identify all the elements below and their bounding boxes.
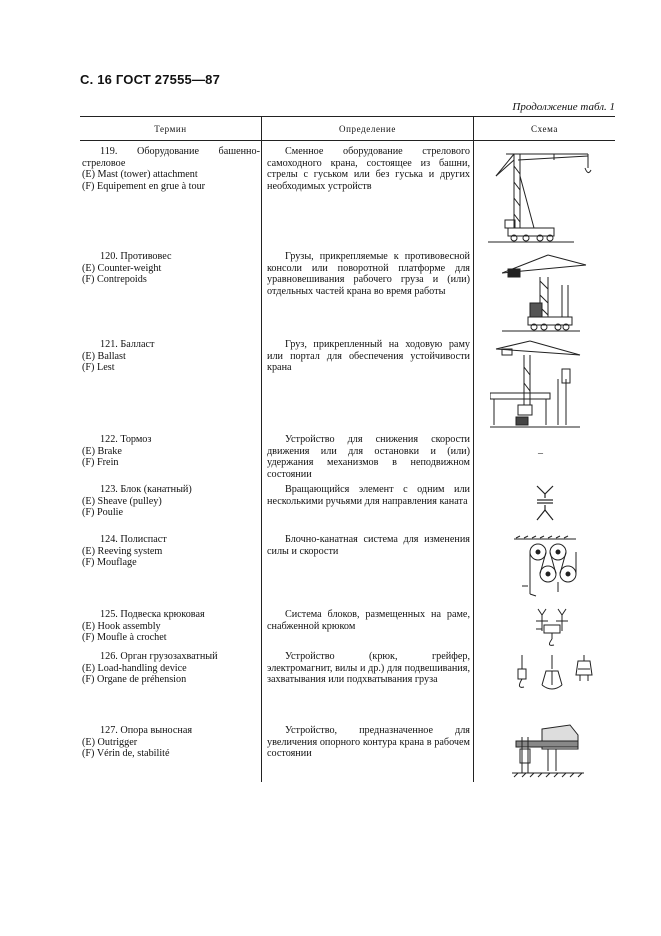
column-divider-2 bbox=[473, 116, 474, 782]
term-en: (E) Hook assembly bbox=[82, 620, 161, 632]
term-fr: (F) Moufle à crochet bbox=[82, 632, 167, 644]
term-ru: 126. Орган грузозахватный bbox=[100, 651, 218, 662]
table-continuation: Продолжение табл. 1 bbox=[512, 101, 615, 113]
scheme-ballast bbox=[490, 339, 590, 431]
definition-cell: Устройство, предназначенное для увеличения опорного контура крана в рабочем состоянии bbox=[267, 725, 470, 760]
term-cell bbox=[82, 484, 260, 519]
term-en: (E) Mast (tower) attachment bbox=[82, 169, 198, 181]
scheme-reeving bbox=[514, 534, 584, 604]
term-cell bbox=[82, 534, 260, 569]
term-cell bbox=[82, 609, 260, 644]
term-fr: (F) Frein bbox=[82, 457, 119, 469]
term-en: (E) Sheave (pulley) bbox=[82, 495, 162, 507]
definition-cell: Устройство для снижения скорости движения или для остановки и (или) удержания механизмов в неподвижном состоянии bbox=[267, 434, 470, 480]
term-en: (E) Load-handling device bbox=[82, 662, 187, 674]
column-header-term: Термин bbox=[154, 124, 187, 134]
term-ru: 127. Опора выносная bbox=[100, 725, 193, 736]
scheme-counterweight bbox=[502, 251, 602, 333]
term-ru: 119. Оборудование башенно-стреловое bbox=[82, 146, 260, 169]
term-cell bbox=[82, 434, 260, 469]
definition-cell: Блочно-канатная система для изменения силы и скорости bbox=[267, 534, 470, 557]
term-en: (E) Counter-weight bbox=[82, 262, 162, 274]
term-fr: (F) Poulie bbox=[82, 507, 124, 519]
term-ru: 120. Противовес bbox=[100, 251, 172, 262]
term-ru: 124. Полиспаст bbox=[100, 534, 167, 545]
term-en: (E) Brake bbox=[82, 445, 122, 457]
term-en: (E) Outrigger bbox=[82, 736, 138, 748]
scheme-dash: – bbox=[538, 448, 543, 459]
column-divider-1 bbox=[261, 116, 262, 782]
scheme-load-handling bbox=[512, 655, 602, 705]
term-cell bbox=[82, 339, 260, 374]
term-fr: (F) Equipement en grue à tour bbox=[82, 180, 206, 192]
definition-cell: Сменное оборудование стрелового самоходного крана, состоящее из башни, стрелы с гуськом или без гуська и других необходимых устройств bbox=[267, 146, 470, 192]
term-ru: 125. Подвеска крюковая bbox=[100, 609, 205, 620]
definition-cell: Груз, прикрепленный на ходовую раму или портал для обеспечения устойчивости крана bbox=[267, 339, 470, 374]
term-ru: 123. Блок (канатный) bbox=[100, 484, 192, 495]
definition-cell: Устройство (крюк, грейфер, электромагнит, вилы и др.) для подвешивания, захватывания или подхватывания груза bbox=[267, 651, 470, 686]
term-fr: (F) Lest bbox=[82, 362, 115, 374]
term-en: (E) Reeving system bbox=[82, 545, 163, 557]
term-cell bbox=[82, 251, 260, 286]
term-fr: (F) Organe de préhension bbox=[82, 674, 187, 686]
term-fr: (F) Contrepoids bbox=[82, 274, 147, 286]
term-cell bbox=[82, 725, 260, 760]
column-header-scheme: Схема bbox=[531, 124, 558, 134]
term-fr: (F) Vérin de, stabilité bbox=[82, 748, 170, 760]
table-top-rule bbox=[80, 116, 615, 117]
scheme-outrigger bbox=[512, 723, 592, 779]
scheme-tower-crane bbox=[488, 146, 608, 246]
term-cell bbox=[82, 146, 260, 192]
table-header-rule bbox=[80, 140, 615, 141]
definition-cell: Грузы, прикрепляемые к противовесной консоли или поворотной платформе для уравновешивания рабочего груза и (или) отдельных частей крана во время работы bbox=[267, 251, 470, 297]
term-cell bbox=[82, 651, 260, 686]
scheme-hook-assembly bbox=[532, 607, 572, 649]
term-fr: (F) Mouflage bbox=[82, 557, 137, 569]
term-ru: 121. Балласт bbox=[100, 339, 155, 350]
definition-cell: Вращающийся элемент с одним или несколькими ручьями для направления каната bbox=[267, 484, 470, 507]
definition-cell: Система блоков, размещенных на раме, снабженной крюком bbox=[267, 609, 470, 632]
term-ru: 122. Тормоз bbox=[100, 434, 152, 445]
term-en: (E) Ballast bbox=[82, 350, 126, 362]
page-header: С. 16 ГОСТ 27555—87 bbox=[80, 72, 221, 87]
scheme-sheave bbox=[534, 484, 556, 526]
column-header-definition: Определение bbox=[339, 124, 396, 134]
